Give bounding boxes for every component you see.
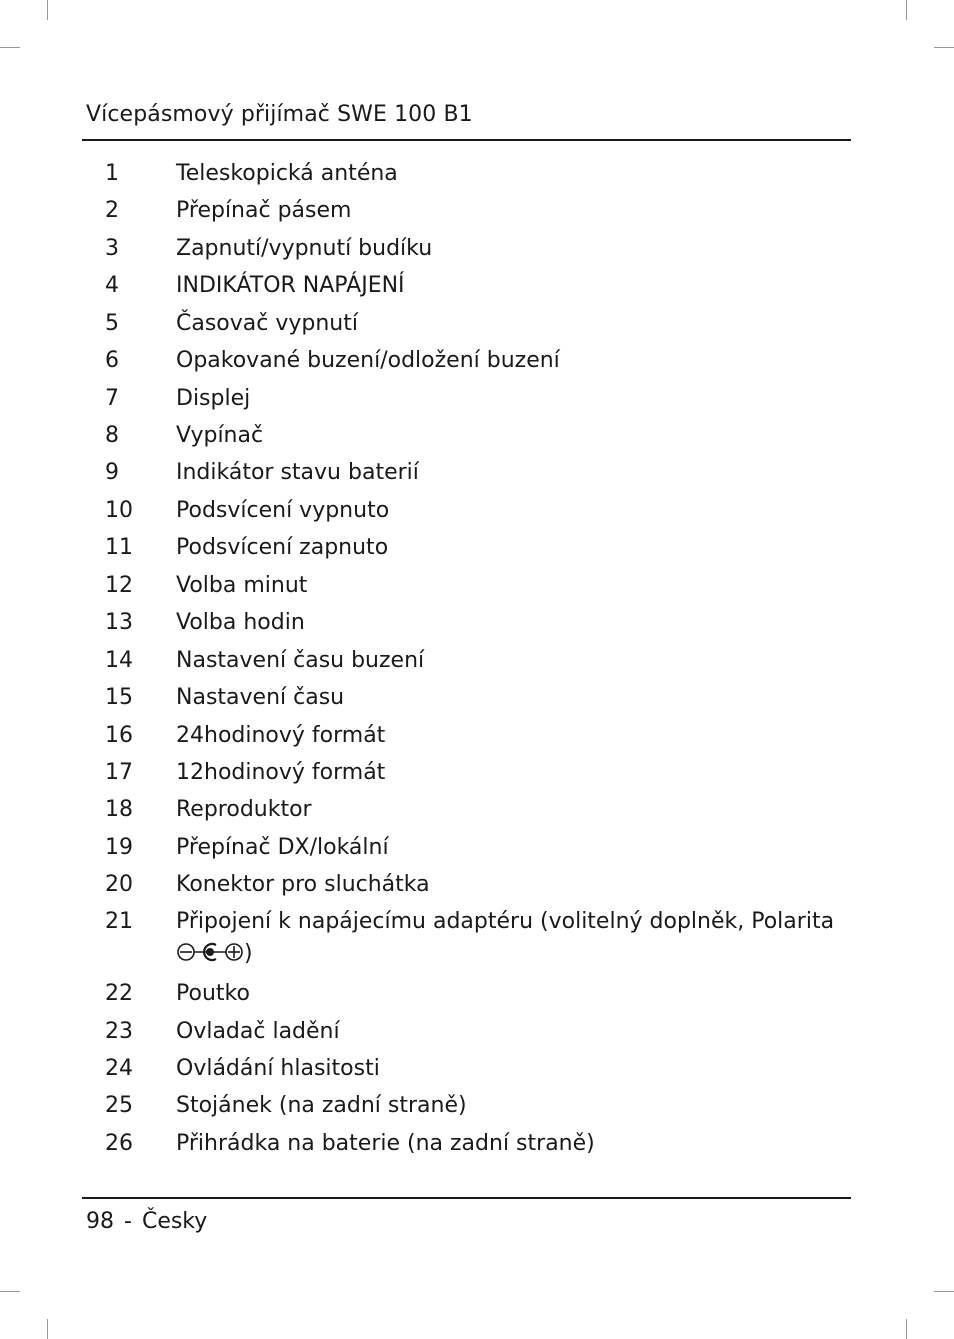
part-number: 19	[105, 835, 133, 860]
part-label: Přepínač DX/lokální	[176, 835, 389, 860]
part-number: 3	[105, 236, 119, 261]
part-label: Poutko	[176, 981, 250, 1006]
part-label: Displej	[176, 386, 251, 411]
crop-mark-bottom-right-horizontal	[934, 1291, 954, 1292]
part-label: Přepínač pásem	[176, 198, 352, 223]
part-number: 17	[105, 760, 133, 785]
part-label-continuation	[176, 937, 816, 971]
footer-language: Česky	[141, 1209, 208, 1234]
part-number: 13	[105, 610, 133, 635]
part-number: 21	[105, 909, 133, 934]
part-label: Podsvícení vypnuto	[176, 498, 390, 523]
header-title: Vícepásmový přijímač SWE 100 B1	[86, 102, 473, 127]
part-number: 5	[105, 311, 119, 336]
crop-mark-bottom-left-horizontal	[0, 1291, 20, 1292]
part-label: 24hodinový formát	[176, 723, 386, 748]
part-label: Indikátor stavu baterií	[176, 460, 419, 485]
part-label: Přihrádka na baterie (na zadní straně)	[176, 1131, 595, 1156]
part-label: Teleskopická anténa	[176, 161, 398, 186]
part-number: 26	[105, 1131, 133, 1156]
polarity-symbol-icon	[176, 941, 244, 963]
footer-separator: -	[124, 1209, 132, 1234]
part-number: 24	[105, 1056, 133, 1081]
part-number: 9	[105, 460, 119, 485]
part-number: 10	[105, 498, 133, 523]
part-label-end: )	[244, 941, 253, 966]
part-number: 25	[105, 1093, 133, 1118]
part-label: Vypínač	[176, 423, 264, 448]
part-number: 15	[105, 685, 133, 710]
part-label: 12hodinový formát	[176, 760, 386, 785]
part-number: 20	[105, 872, 133, 897]
crop-mark-bottom-right-vertical	[906, 1319, 907, 1339]
page-number: 98	[86, 1209, 114, 1234]
footer	[86, 1207, 207, 1237]
part-label-text: Připojení k napájecímu adaptéru (volitelný doplněk, Polarita	[176, 909, 835, 934]
footer-rule	[82, 1197, 851, 1199]
part-label	[176, 907, 835, 971]
part-number: 23	[105, 1019, 133, 1044]
part-number: 11	[105, 535, 133, 560]
part-number: 18	[105, 797, 133, 822]
part-label: Opakované buzení/odložení buzení	[176, 348, 560, 373]
part-label: Podsvícení zapnuto	[176, 535, 389, 560]
crop-mark-bottom-left-vertical	[47, 1319, 48, 1339]
part-label: Nastavení času	[176, 685, 345, 710]
part-number: 2	[105, 198, 119, 223]
part-label: Nastavení času buzení	[176, 648, 425, 673]
part-label: Ovládání hlasitosti	[176, 1056, 380, 1081]
part-number: 22	[105, 981, 133, 1006]
part-label: Volba hodin	[176, 610, 305, 635]
part-label: Konektor pro sluchátka	[176, 872, 430, 897]
part-number: 1	[105, 161, 119, 186]
part-label: INDIKÁTOR NAPÁJENÍ	[176, 273, 405, 298]
part-label: Stojánek (na zadní straně)	[176, 1093, 467, 1118]
part-number: 12	[105, 573, 133, 598]
part-label: Zapnutí/vypnutí budíku	[176, 236, 433, 261]
part-number: 8	[105, 423, 119, 448]
part-label: Reproduktor	[176, 797, 312, 822]
part-number: 14	[105, 648, 133, 673]
part-label: Volba minut	[176, 573, 308, 598]
part-number: 16	[105, 723, 133, 748]
part-number: 4	[105, 273, 119, 298]
part-label: Ovladač ladění	[176, 1019, 340, 1044]
part-label: Časovač vypnutí	[176, 311, 358, 336]
part-number: 7	[105, 386, 119, 411]
part-number: 6	[105, 348, 119, 373]
